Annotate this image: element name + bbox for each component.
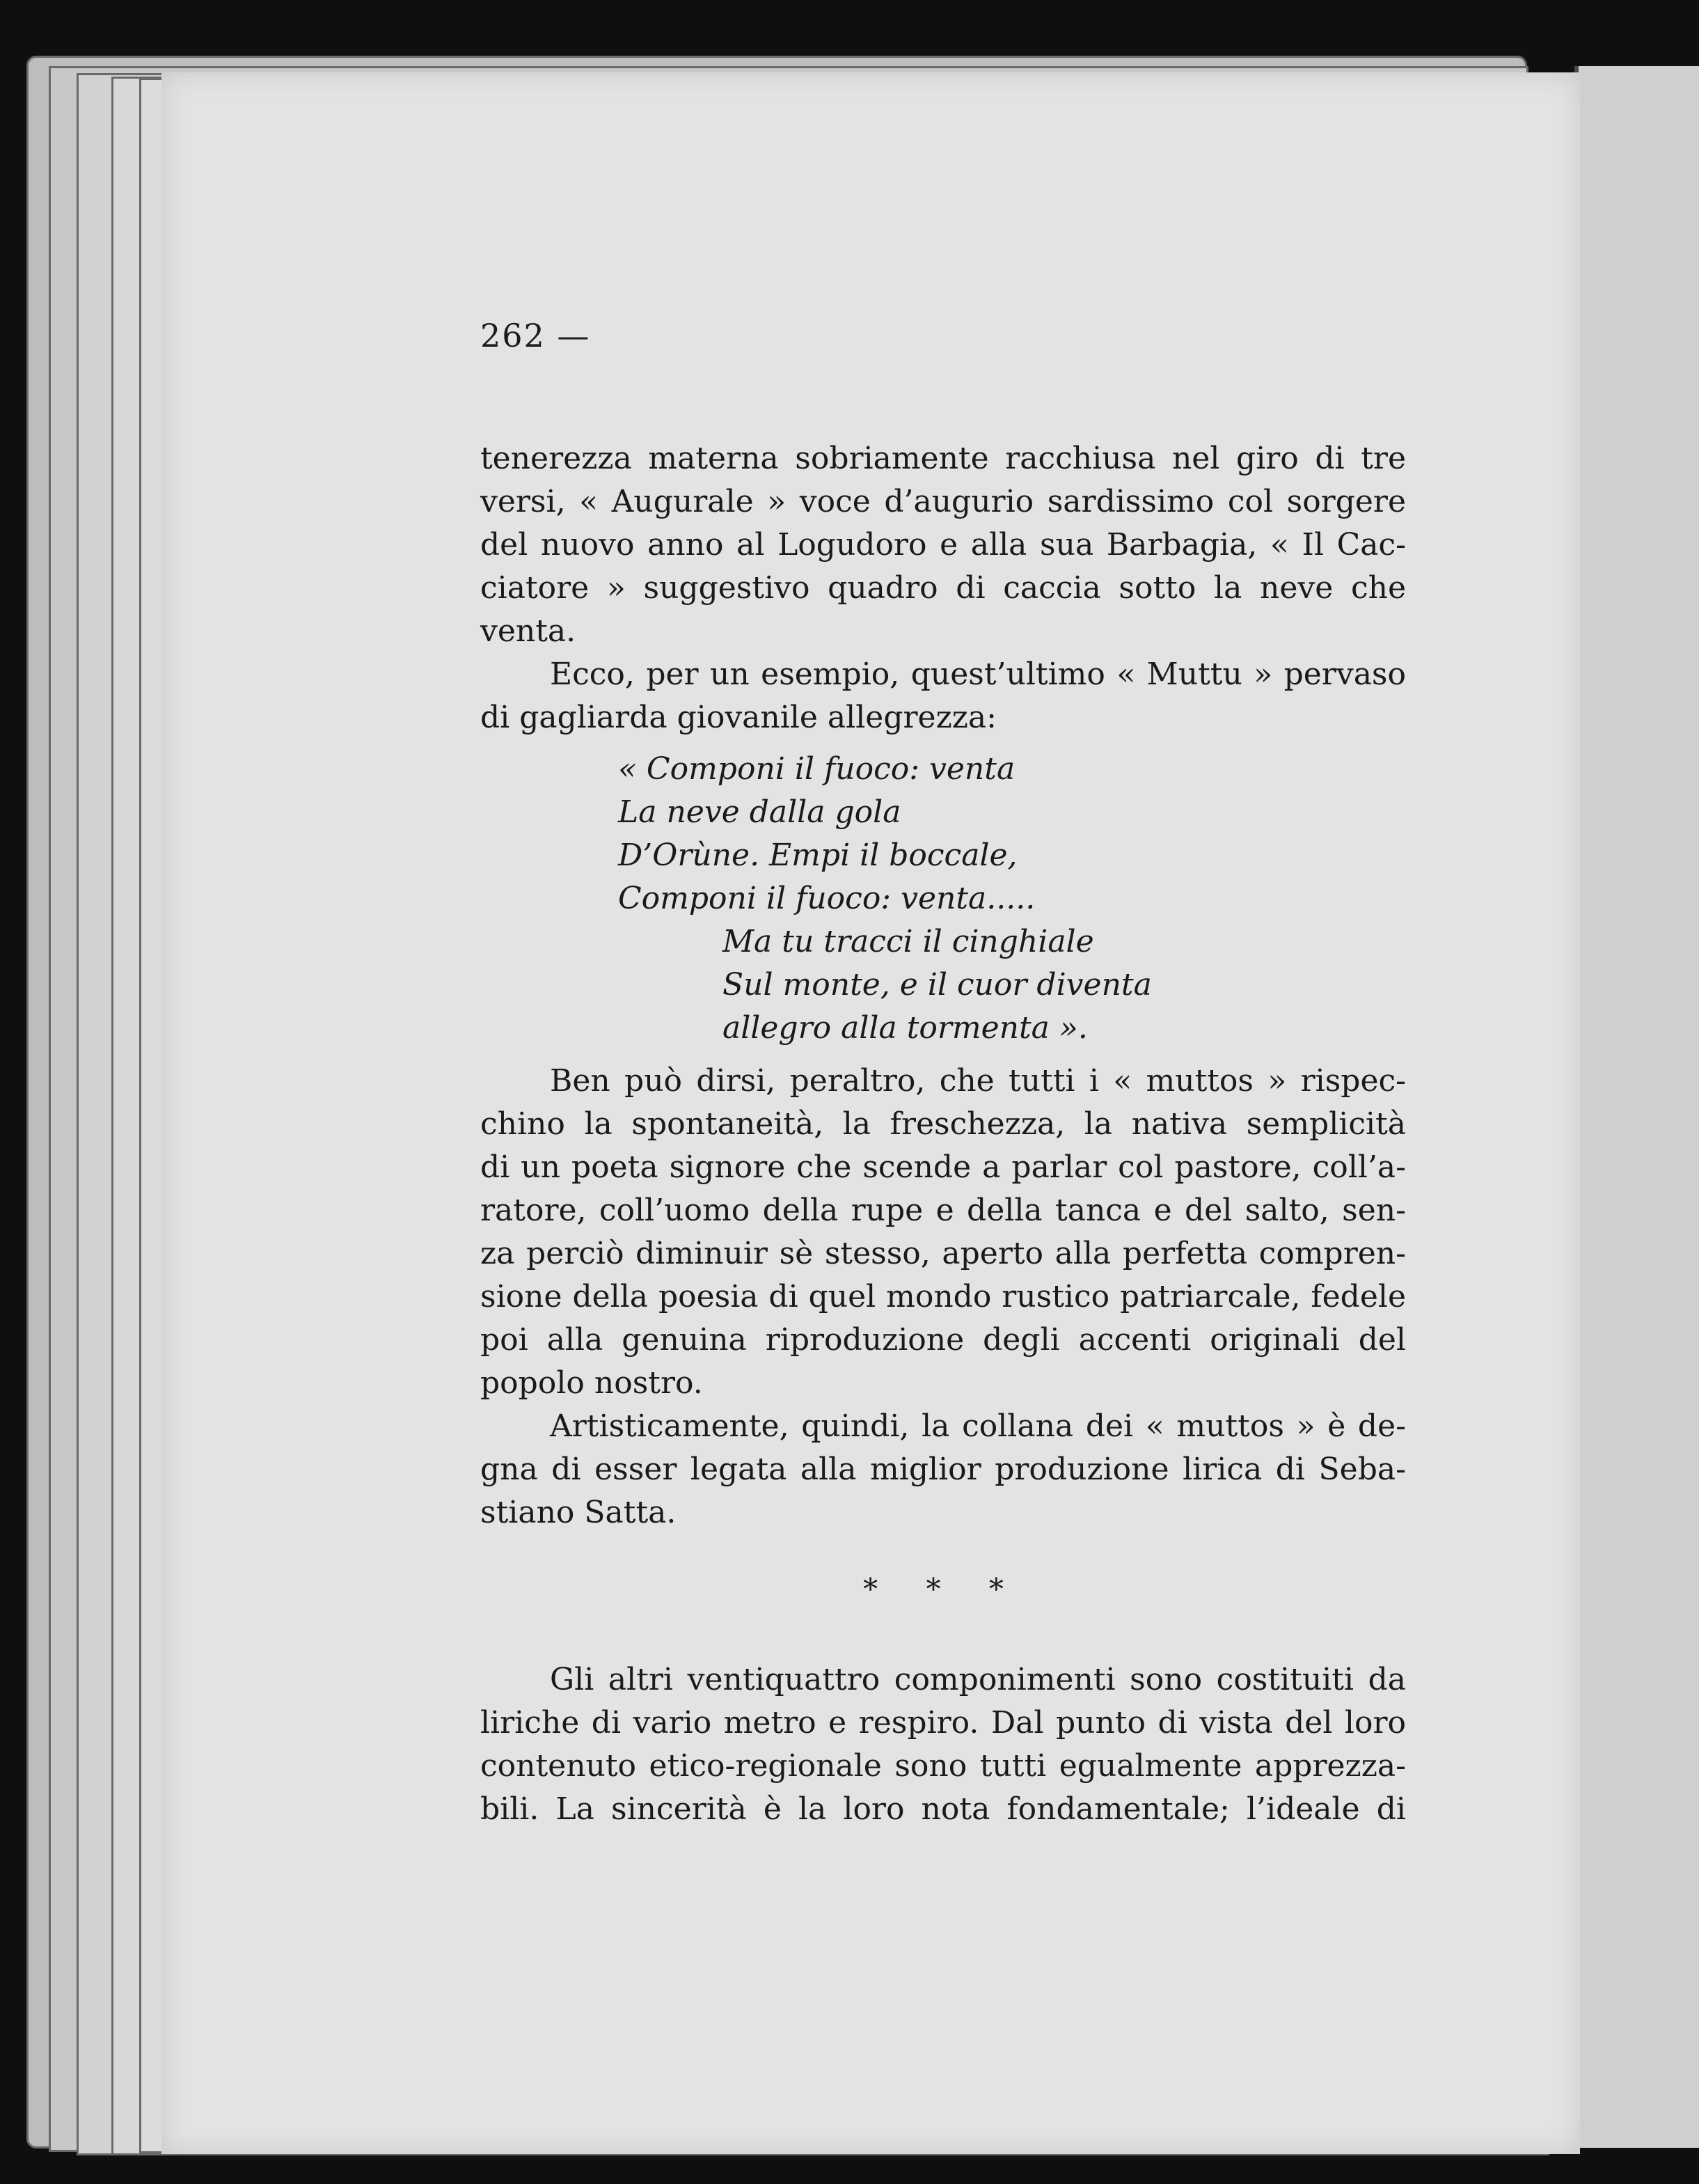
paragraph-1-line: versi, « Augurale » voce d’augurio sardissimo col sorgere <box>480 484 1406 519</box>
paragraph-1-line: tenerezza materna sobriamente racchiusa nel giro di tre <box>480 441 1406 476</box>
facing-page-edge <box>1574 66 1699 2148</box>
section-separator: * * * <box>863 1572 1023 1606</box>
poem-quotation <box>480 748 1406 1050</box>
poem-line: Ma tu tracci il cinghiale <box>722 924 1094 959</box>
paragraph-5-line: bili. La sincerità è la loro nota fondamentale; l’ideale di <box>480 1791 1406 1827</box>
paragraph-3-line: ratore, coll’uomo della rupe e della tanca e del salto, sen- <box>480 1193 1406 1228</box>
paragraph-1-line: del nuovo anno al Logudoro e alla sua Barbagia, « Il Cac- <box>480 527 1406 563</box>
paragraph-4-line: Artisticamente, quindi, la collana dei « muttos » è de- <box>550 1408 1406 1444</box>
paragraph-2-line: Ecco, per un esempio, quest’ultimo « Muttu » pervaso <box>550 657 1406 692</box>
paragraph-1-line: ciatore » suggestivo quadro di caccia sotto la neve che <box>480 570 1406 606</box>
paragraph-3-line: chino la spontaneità, la freschezza, la nativa semplicità <box>480 1106 1406 1142</box>
paragraph-5-line: liriche di vario metro e respiro. Dal punto di vista del loro <box>480 1705 1406 1741</box>
page-body-text <box>480 437 1406 1831</box>
paragraph-3-line: poi alla genuina riproduzione degli accenti originali del <box>480 1322 1406 1358</box>
poem-line: allegro alla tormenta ». <box>722 1010 1088 1046</box>
poem-line: « Componi il fuoco: venta <box>618 751 1016 787</box>
paragraph-5-line: contenuto etico-regionale sono tutti egualmente apprezza- <box>480 1748 1406 1784</box>
paragraph-4-line: gna di esser legata alla miglior produzione lirica di Seba- <box>480 1452 1406 1487</box>
paragraph-5-line: Gli altri ventiquattro componimenti sono costituiti da <box>550 1662 1406 1697</box>
page-number-header: 262 — <box>480 317 591 354</box>
paragraph-4-line: stiano Satta. <box>480 1495 677 1530</box>
poem-line: D’Orùne. Empi il boccale, <box>618 838 1018 873</box>
paragraph-1-line: venta. <box>480 613 576 649</box>
paragraph-3-line: di un poeta signore che scende a parlar col pastore, coll’a- <box>480 1149 1406 1185</box>
paragraph-3-line: Ben può dirsi, peraltro, che tutti i « muttos » rispec- <box>550 1063 1406 1099</box>
paragraph-2-line: di gagliarda giovanile allegrezza: <box>480 700 997 735</box>
paragraph-3-line: za perciò diminuir sè stesso, aperto alla perfetta compren- <box>480 1236 1406 1271</box>
poem-line: Sul monte, e il cuor diventa <box>722 967 1152 1003</box>
poem-line: La neve dalla gola <box>618 794 901 830</box>
paragraph-3-line: sione della poesia di quel mondo rustico patriarcale, fedele <box>480 1279 1406 1314</box>
poem-line: Componi il fuoco: venta..... <box>618 881 1036 916</box>
paragraph-3-line: popolo nostro. <box>480 1365 703 1401</box>
